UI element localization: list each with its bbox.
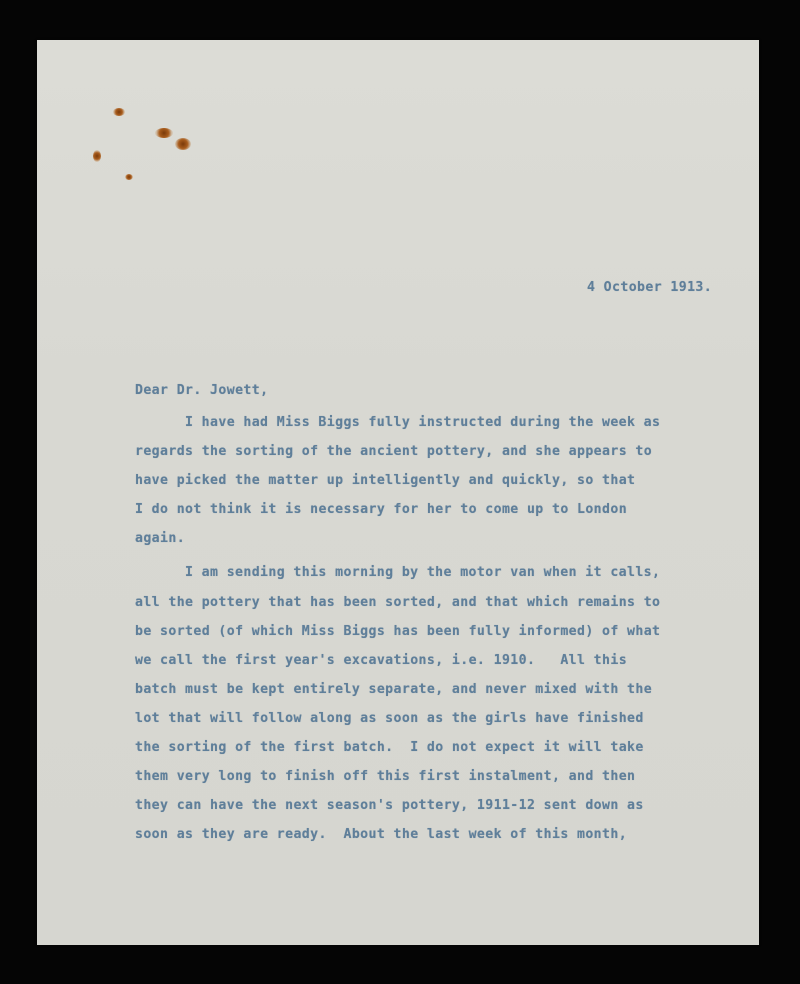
rust-stain-mark xyxy=(93,150,101,162)
letter-date: 4 October 1913. xyxy=(587,280,713,295)
letter-line: I do not think it is necessary for her to come up to London xyxy=(135,502,628,517)
letter-line: all the pottery that has been sorted, and that which remains to xyxy=(135,595,661,610)
letter-line: them very long to finish off this first instalment, and then xyxy=(135,769,636,784)
letter-salutation: Dear Dr. Jowett, xyxy=(135,383,269,398)
letter-line: regards the sorting of the ancient pottery, and she appears to xyxy=(135,444,653,459)
letter-line: the sorting of the first batch. I do not expect it will take xyxy=(135,740,644,755)
letter-line: soon as they are ready. About the last week of this month, xyxy=(135,827,628,842)
letter-line: again. xyxy=(135,531,186,546)
letter-line: I have had Miss Biggs fully instructed during the week as xyxy=(185,415,661,430)
rust-stain-mark xyxy=(155,128,173,138)
letter-line: we call the first year's excavations, i.e. 1910. All this xyxy=(135,653,628,668)
letter-line: be sorted (of which Miss Biggs has been fully informed) of what xyxy=(135,624,661,639)
letter-line: have picked the matter up intelligently and quickly, so that xyxy=(135,473,636,488)
rust-stain-mark xyxy=(175,138,191,150)
letter-page xyxy=(37,40,759,945)
letter-line: batch must be kept entirely separate, and never mixed with the xyxy=(135,682,653,697)
letter-line: I am sending this morning by the motor van when it calls, xyxy=(185,565,661,580)
rust-stain-mark xyxy=(125,174,133,180)
letter-line: lot that will follow along as soon as the girls have finished xyxy=(135,711,644,726)
rust-stain-mark xyxy=(113,108,125,116)
letter-line: they can have the next season's pottery, 1911-12 sent down as xyxy=(135,798,644,813)
